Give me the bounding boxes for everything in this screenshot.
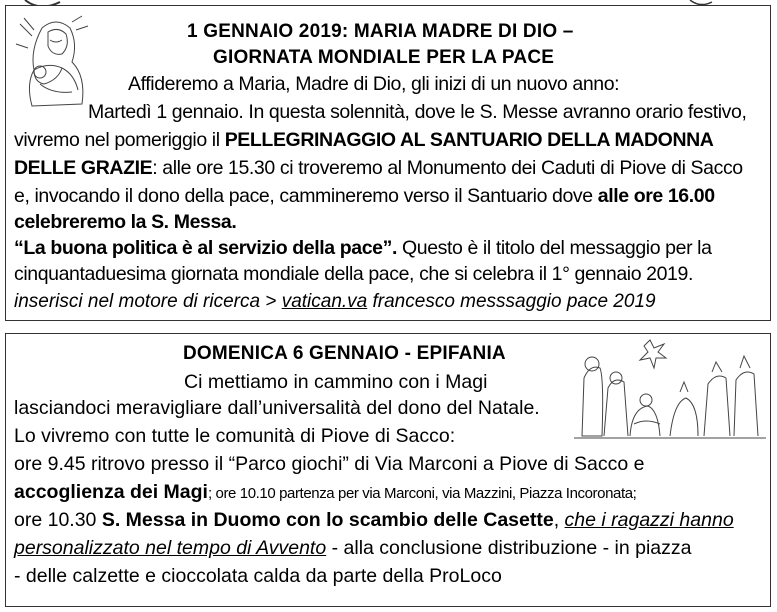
new-year-section <box>5 5 771 321</box>
vatican-link[interactable]: vatican.va <box>281 291 368 312</box>
text-run: , <box>553 509 565 531</box>
madonna-and-child-image <box>12 14 94 110</box>
paragraph-line: ore 9.45 ritrovo presso il “Parco giochi” di Via Marconi a Piove di Sacco e <box>14 453 645 475</box>
paragraph-line <box>14 480 636 506</box>
paragraph-line: Ci mettiamo in cammino con i Magi <box>184 371 488 393</box>
paragraph-line: Martedì 1 gennaio. In questa solennità, dove le S. Messe avranno orario festivo, <box>88 101 747 123</box>
paragraph-line: - delle calzette e cioccolata calda da parte della ProLoco <box>14 565 502 587</box>
text-run: ore 10.30 <box>14 509 102 531</box>
epiphany-section <box>5 333 771 607</box>
paragraph-line: celebreremo la S. Messa. <box>14 211 237 233</box>
text-run: : alle ore 15.30 ci troveremo al Monumento dei Caduti di Piove di Sacco <box>152 157 743 179</box>
pilgrimage-bold-text: PELLEGRINAGGIO AL SANTUARIO DELLA MADONNA <box>224 129 714 151</box>
text-run: - alla conclusione distribuzione - in piazza <box>326 537 692 559</box>
section-title-line-1: 1 GENNAIO 2019: MARIA MADRE DI DIO – <box>187 21 574 42</box>
paragraph-line <box>14 508 734 532</box>
text-run: ; ore 10.10 partenza per via Marconi, via Mazzini, Piazza Incoronata; <box>207 485 637 502</box>
paragraph-line <box>14 536 691 560</box>
paragraph-line <box>14 236 712 260</box>
underlined-italic-text: che i ragazzi hanno <box>564 509 734 531</box>
paragraph-line: lasciandoci meravigliare dall’universalità del dono del Natale. <box>14 397 540 419</box>
mass-bold-text: S. Messa in Duomo con lo scambio delle Casette <box>101 509 554 531</box>
paragraph-line: Affideremo a Maria, Madre di Dio, gli inizi di un nuovo anno: <box>128 73 620 95</box>
paragraph-line <box>14 128 714 152</box>
search-hint-line <box>14 290 656 314</box>
paragraph-line <box>14 184 715 208</box>
underlined-italic-text: personalizzato nel tempo di Avvento <box>14 537 327 559</box>
text-run: vivremo nel pomeriggio il <box>14 129 225 151</box>
paragraph-line: cinquantaduesima giornata mondiale della pace, che si celebra il 1° gennaio 2019. <box>14 263 693 285</box>
section-title-line-2: GIORNATA MONDIALE PER LA PACE <box>213 47 555 68</box>
section-title: DOMENICA 6 GENNAIO - EPIFANIA <box>183 343 506 364</box>
time-bold-text: alle ore 16.00 <box>597 185 715 207</box>
magi-welcome-bold-text: accoglienza dei Magi <box>14 481 208 503</box>
text-run: inserisci nel motore di ricerca > <box>14 291 282 312</box>
paragraph-line <box>14 156 743 180</box>
paragraph-line: Lo vivremo con tutte le comunità di Piove di Sacco: <box>14 425 456 447</box>
text-run: francesco messsaggio pace 2019 <box>367 291 656 312</box>
text-run: e, invocando il dono della pace, cammineremo verso il Santuario dove <box>14 185 598 207</box>
text-run: Questo è il titolo del messaggio per la <box>396 237 712 259</box>
message-title-bold-text: “La buona politica è al servizio della pace”. <box>14 237 397 259</box>
magi-nativity-image <box>574 338 766 440</box>
santuario-bold-text: DELLE GRAZIE <box>14 157 153 179</box>
